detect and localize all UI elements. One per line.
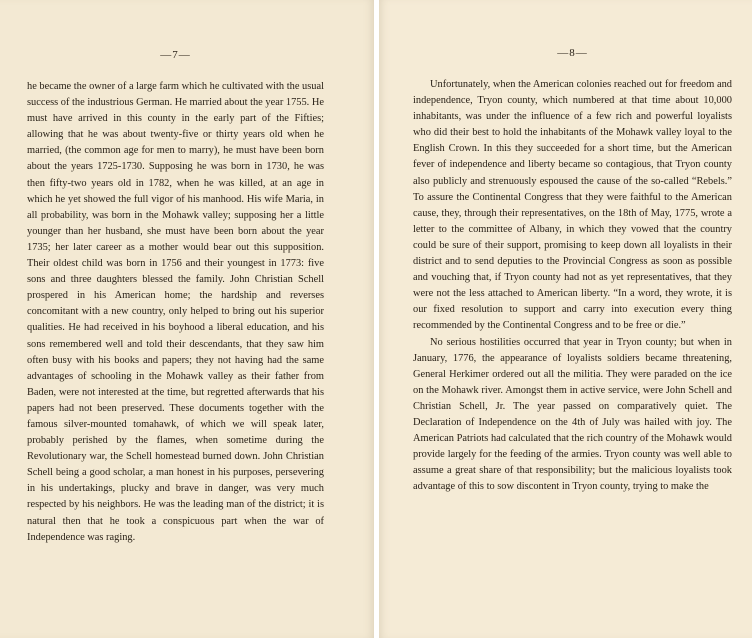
paragraph: he became the owner of a large farm which he cultivated with the usual success of the industrious German. He married about the year 1755. He must have arrived in this county in the early part of the Fifties; allowing that he was about twenty-five or thirty years old when he married, (the common age for men to marry), he must have been born about the years 1725-1730. Supposing he was born in 1730, he was then fifty-two years old in 1782, when he was killed, at an age in which he yet showed the full vigor of his manhood. His wife Maria, in all probability, was born in the Mohawk valley; supposing her a little younger than her husband, she must have been born about the year 1735; her later career as a mother would bear out this supposition. Their oldest child was born in 1756 and their youngest in 1773: five sons and three daughters blessed the family. John Christian Schell prospered in his American home; the hardship and reverses concomitant with a new country, only helped to bring out his superior qualities. He had received in his boyhood a liberal education, and his sons remembered well and told their descendants, that they saw him often busy with his books and papers; they not having had the same advantages of schooling in the Mohawk valley as their father from Baden, were not interested at the time, but regretted afterwards that his papers had not been preserved. These documents together with the famous silver-mounted tomahawk, of which we will speak later, probably perished by the flames, when sometime during the Revolutionary war, the Schell homestead burned down. John Christian Schell being a good scholar, a man honest in his purposes, persevering in his undertakings, plucky and brave in danger, was very much respected by his neighbors. He was the leading man of the district; it is natural then that he took a conspicuous part when the war of Independence was raging. xyxy=(27,81,324,543)
paragraph: Unfortunately, when the American colonies reached out for freedom and independence, Tryon county, which numbered at that time about 10,000 inhabitants, was under the influence of a few rich and powerful loyalists who did their best to hold the inhabitants of the Mohawk valley loyal to the English Crown. In this they succeeded for a short time, but the American fever of independence and liberty became so contagious, that Tryon county also publicly and strenuously espoused the cause of the so-called “Rebels.” To assure the Continental Congress that they were faithful to the American cause, they, through their representatives, on the 18th of May, 1775, wrote a letter to the committee of Albany, in which they vowed that the country could be sure of their support, promising to keep down all loyalists in their district and to send deputies to the Provincial Congress as soon as possible and vouching that, if Tryon county had not as yet representatives, that they were not the less attached to American liberty. “In a word, they wrote, it is our fixed resolution to support and carry into execution every thing recommended by the Continental Congress and to be free or die.” xyxy=(413,79,732,332)
right-page xyxy=(379,0,752,638)
page-number: —7— xyxy=(160,49,191,61)
paragraph: No serious hostilities occurred that year in Tryon county; but when in January, 1776, the appearance of loyalists soldiers became threatening, General Herkimer ordered out all the militia. They were paraded on the ice on the Mohawk river. Amongst them in active service, were John Schell and Christian Schell, Jr. The year passed on comparatively quiet. The Declaration of Independence on the 4th of July was hailed with joy. The American Patriots had calculated that the rich country of the Mohawk would provide largely for the feeding of the armies. Tryon county was well able to assume a great share of that responsibility; but the malicious loyalists took advantage of this to sow discontent in Tryon county, trying to make the xyxy=(413,336,732,493)
page-body xyxy=(413,77,732,495)
page-body xyxy=(27,79,324,546)
page-number: —8— xyxy=(557,47,588,59)
left-page xyxy=(0,0,374,638)
